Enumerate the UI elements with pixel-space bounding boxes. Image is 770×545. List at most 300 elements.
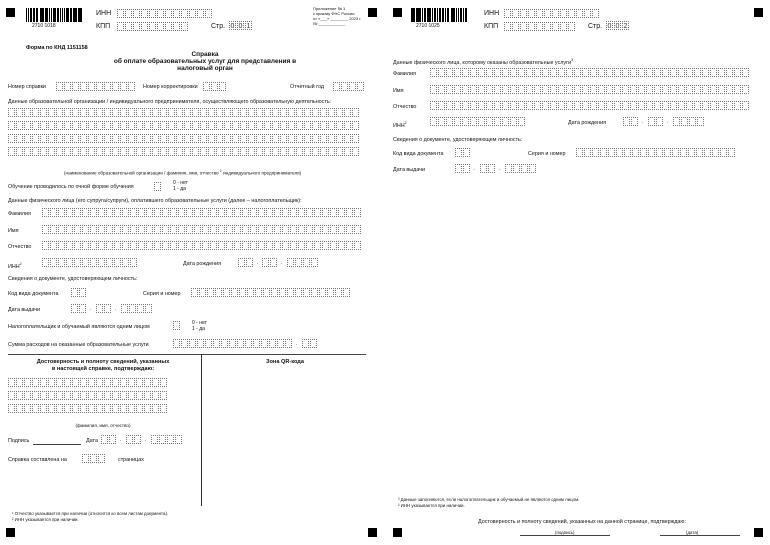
- input-cell[interactable]: [630, 101, 637, 110]
- input-cell[interactable]: [295, 288, 302, 297]
- input-cell[interactable]: [226, 225, 233, 234]
- input-cell[interactable]: [574, 85, 581, 94]
- sign-day-cells[interactable]: [101, 435, 117, 444]
- input-cell[interactable]: [221, 339, 228, 348]
- input-cell[interactable]: [320, 134, 327, 143]
- input-cell[interactable]: [430, 68, 437, 77]
- input-cell[interactable]: [8, 121, 15, 130]
- birth-day-cells[interactable]: [238, 258, 254, 267]
- input-cell[interactable]: [114, 258, 121, 267]
- input-cell[interactable]: [104, 404, 111, 413]
- input-cell[interactable]: [120, 147, 127, 156]
- input-cell[interactable]: [320, 147, 327, 156]
- input-cell[interactable]: [58, 225, 65, 234]
- input-cell[interactable]: [288, 121, 295, 130]
- input-cell[interactable]: [186, 208, 193, 217]
- input-cell[interactable]: [90, 454, 97, 463]
- input-cell[interactable]: [152, 391, 159, 400]
- input-cell[interactable]: [470, 85, 477, 94]
- input-cell[interactable]: [638, 101, 645, 110]
- input-cell[interactable]: [285, 339, 292, 348]
- input-cell[interactable]: [167, 435, 174, 444]
- input-cell[interactable]: [210, 208, 217, 217]
- input-cell[interactable]: [582, 68, 589, 77]
- input-cell[interactable]: [152, 121, 159, 130]
- input-cell[interactable]: [256, 108, 263, 117]
- input-cell[interactable]: [689, 117, 696, 126]
- input-cell[interactable]: [82, 454, 89, 463]
- input-cell[interactable]: [648, 148, 655, 157]
- input-cell[interactable]: [88, 404, 95, 413]
- input-cell[interactable]: [513, 164, 520, 173]
- input-cell[interactable]: [264, 147, 271, 156]
- input-cell[interactable]: [550, 85, 557, 94]
- confirm-fio-row[interactable]: [8, 391, 168, 400]
- input-cell[interactable]: [88, 378, 95, 387]
- input-cell[interactable]: [352, 134, 359, 143]
- input-cell[interactable]: [646, 68, 653, 77]
- input-cell[interactable]: [24, 378, 31, 387]
- input-cell[interactable]: [104, 304, 111, 313]
- input-cell[interactable]: [319, 288, 326, 297]
- input-cell[interactable]: [478, 85, 485, 94]
- input-cell[interactable]: [576, 148, 583, 157]
- input-cell[interactable]: [213, 339, 220, 348]
- input-cell[interactable]: [680, 148, 687, 157]
- input-cell[interactable]: [16, 134, 23, 143]
- input-cell[interactable]: [631, 117, 638, 126]
- input-cell[interactable]: [584, 148, 591, 157]
- input-cell[interactable]: [298, 241, 305, 250]
- input-cell[interactable]: [255, 288, 262, 297]
- year-cells[interactable]: [333, 82, 365, 91]
- input-cell[interactable]: [502, 85, 509, 94]
- input-cell[interactable]: [258, 208, 265, 217]
- birth-month-cells[interactable]: [262, 258, 278, 267]
- input-cell[interactable]: [160, 121, 167, 130]
- input-cell[interactable]: [162, 241, 169, 250]
- input-cell[interactable]: [48, 404, 55, 413]
- input-cell[interactable]: [151, 435, 158, 444]
- input-cell[interactable]: [494, 85, 501, 94]
- input-cell[interactable]: [194, 225, 201, 234]
- input-cell[interactable]: [96, 391, 103, 400]
- doc-type-cells[interactable]: [71, 288, 87, 297]
- input-cell[interactable]: [234, 208, 241, 217]
- input-cell[interactable]: [336, 121, 343, 130]
- input-cell[interactable]: [184, 108, 191, 117]
- input-cell[interactable]: [678, 85, 685, 94]
- input-cell[interactable]: [346, 225, 353, 234]
- input-cell[interactable]: [606, 101, 613, 110]
- input-cell[interactable]: [72, 378, 79, 387]
- input-cell[interactable]: [256, 134, 263, 143]
- org-name-row[interactable]: [8, 147, 360, 156]
- input-cell[interactable]: [232, 108, 239, 117]
- input-cell[interactable]: [454, 68, 461, 77]
- input-cell[interactable]: [74, 258, 81, 267]
- confirm-fio-row[interactable]: [8, 404, 168, 413]
- input-cell[interactable]: [72, 147, 79, 156]
- input-cell[interactable]: [560, 22, 567, 31]
- input-cell[interactable]: [128, 404, 135, 413]
- input-cell[interactable]: [694, 101, 701, 110]
- input-cell[interactable]: [568, 9, 575, 18]
- input-cell[interactable]: [128, 82, 135, 91]
- input-cell[interactable]: [272, 121, 279, 130]
- input-cell[interactable]: [312, 147, 319, 156]
- input-cell[interactable]: [64, 82, 71, 91]
- input-cell[interactable]: [146, 241, 153, 250]
- input-cell[interactable]: [710, 101, 717, 110]
- issue-year-cells[interactable]: [121, 304, 153, 313]
- input-cell[interactable]: [256, 147, 263, 156]
- input-cell[interactable]: [16, 108, 23, 117]
- input-cell[interactable]: [40, 391, 47, 400]
- input-cell[interactable]: [106, 258, 113, 267]
- input-cell[interactable]: [296, 121, 303, 130]
- input-cell[interactable]: [16, 378, 23, 387]
- input-cell[interactable]: [455, 164, 462, 173]
- input-cell[interactable]: [566, 101, 573, 110]
- input-cell[interactable]: [718, 101, 725, 110]
- input-cell[interactable]: [16, 147, 23, 156]
- birth-year-cells[interactable]: [673, 117, 705, 126]
- input-cell[interactable]: [114, 241, 121, 250]
- input-cell[interactable]: [702, 68, 709, 77]
- input-cell[interactable]: [130, 208, 137, 217]
- input-cell[interactable]: [288, 134, 295, 143]
- series-cells[interactable]: [576, 148, 736, 157]
- input-cell[interactable]: [40, 121, 47, 130]
- input-cell[interactable]: [168, 134, 175, 143]
- input-cell[interactable]: [136, 147, 143, 156]
- input-cell[interactable]: [552, 22, 559, 31]
- input-cell[interactable]: [40, 147, 47, 156]
- input-cell[interactable]: [234, 225, 241, 234]
- input-cell[interactable]: [277, 339, 284, 348]
- input-cell[interactable]: [622, 68, 629, 77]
- input-cell[interactable]: [176, 134, 183, 143]
- input-cell[interactable]: [328, 121, 335, 130]
- input-cell[interactable]: [710, 85, 717, 94]
- input-cell[interactable]: [104, 108, 111, 117]
- input-cell[interactable]: [623, 117, 630, 126]
- input-cell[interactable]: [208, 108, 215, 117]
- input-cell[interactable]: [512, 22, 519, 31]
- input-cell[interactable]: [71, 304, 78, 313]
- input-cell[interactable]: [336, 134, 343, 143]
- input-cell[interactable]: [242, 208, 249, 217]
- input-cell[interactable]: [670, 101, 677, 110]
- input-cell[interactable]: [181, 9, 188, 18]
- input-cell[interactable]: [219, 82, 226, 91]
- org-name-row[interactable]: [8, 121, 360, 130]
- input-cell[interactable]: [574, 101, 581, 110]
- input-cell[interactable]: [614, 68, 621, 77]
- input-cell[interactable]: [673, 117, 680, 126]
- input-cell[interactable]: [463, 148, 470, 157]
- input-cell[interactable]: [90, 258, 97, 267]
- input-cell[interactable]: [104, 82, 111, 91]
- input-cell[interactable]: [40, 378, 47, 387]
- input-cell[interactable]: [224, 134, 231, 143]
- input-cell[interactable]: [56, 82, 63, 91]
- input-cell[interactable]: [32, 134, 39, 143]
- input-cell[interactable]: [165, 22, 172, 31]
- input-cell[interactable]: [157, 22, 164, 31]
- input-cell[interactable]: [726, 101, 733, 110]
- input-cell[interactable]: [122, 241, 129, 250]
- input-cell[interactable]: [598, 85, 605, 94]
- input-cell[interactable]: [264, 121, 271, 130]
- input-cell[interactable]: [197, 9, 204, 18]
- input-cell[interactable]: [80, 82, 87, 91]
- input-cell[interactable]: [304, 108, 311, 117]
- input-cell[interactable]: [141, 22, 148, 31]
- input-cell[interactable]: [168, 108, 175, 117]
- input-cell[interactable]: [310, 339, 317, 348]
- input-cell[interactable]: [202, 208, 209, 217]
- input-cell[interactable]: [550, 101, 557, 110]
- input-cell[interactable]: [122, 225, 129, 234]
- correction-cells[interactable]: [203, 82, 227, 91]
- input-cell[interactable]: [430, 101, 437, 110]
- input-cell[interactable]: [728, 148, 735, 157]
- input-cell[interactable]: [184, 134, 191, 143]
- input-cell[interactable]: [50, 258, 57, 267]
- input-cell[interactable]: [48, 121, 55, 130]
- input-cell[interactable]: [194, 241, 201, 250]
- doc-type-cells[interactable]: [455, 148, 471, 157]
- input-cell[interactable]: [718, 68, 725, 77]
- input-cell[interactable]: [8, 108, 15, 117]
- input-cell[interactable]: [702, 101, 709, 110]
- input-cell[interactable]: [58, 208, 65, 217]
- input-cell[interactable]: [280, 121, 287, 130]
- input-cell[interactable]: [152, 147, 159, 156]
- input-cell[interactable]: [215, 288, 222, 297]
- input-cell[interactable]: [678, 101, 685, 110]
- input-cell[interactable]: [136, 108, 143, 117]
- input-cell[interactable]: [48, 391, 55, 400]
- input-cell[interactable]: [274, 225, 281, 234]
- input-cell[interactable]: [149, 22, 156, 31]
- input-cell[interactable]: [606, 68, 613, 77]
- input-cell[interactable]: [296, 147, 303, 156]
- input-cell[interactable]: [303, 288, 310, 297]
- issue-year-cells[interactable]: [505, 164, 537, 173]
- input-cell[interactable]: [24, 121, 31, 130]
- input-cell[interactable]: [152, 404, 159, 413]
- input-cell[interactable]: [138, 208, 145, 217]
- input-cell[interactable]: [125, 22, 132, 31]
- input-cell[interactable]: [144, 121, 151, 130]
- input-cell[interactable]: [264, 134, 271, 143]
- input-cell[interactable]: [510, 68, 517, 77]
- input-cell[interactable]: [205, 339, 212, 348]
- input-cell[interactable]: [152, 134, 159, 143]
- input-cell[interactable]: [271, 288, 278, 297]
- input-cell[interactable]: [202, 241, 209, 250]
- input-cell[interactable]: [210, 241, 217, 250]
- input-cell[interactable]: [584, 9, 591, 18]
- input-cell[interactable]: [534, 68, 541, 77]
- input-cell[interactable]: [117, 22, 124, 31]
- input-cell[interactable]: [518, 85, 525, 94]
- input-cell[interactable]: [112, 82, 119, 91]
- input-cell[interactable]: [154, 208, 161, 217]
- input-cell[interactable]: [742, 68, 749, 77]
- input-cell[interactable]: [154, 241, 161, 250]
- input-cell[interactable]: [192, 134, 199, 143]
- input-cell[interactable]: [582, 85, 589, 94]
- input-cell[interactable]: [50, 208, 57, 217]
- input-cell[interactable]: [678, 68, 685, 77]
- input-cell[interactable]: [295, 258, 302, 267]
- input-cell[interactable]: [630, 85, 637, 94]
- input-cell[interactable]: [248, 121, 255, 130]
- input-cell[interactable]: [200, 147, 207, 156]
- input-cell[interactable]: [160, 378, 167, 387]
- input-cell[interactable]: [96, 404, 103, 413]
- input-cell[interactable]: [704, 148, 711, 157]
- input-cell[interactable]: [145, 304, 152, 313]
- input-cell[interactable]: [670, 85, 677, 94]
- input-cell[interactable]: [290, 241, 297, 250]
- input-cell[interactable]: [106, 241, 113, 250]
- input-cell[interactable]: [98, 258, 105, 267]
- kpp-cells[interactable]: [117, 22, 189, 31]
- input-cell[interactable]: [320, 108, 327, 117]
- input-cell[interactable]: [438, 101, 445, 110]
- input-cell[interactable]: [120, 378, 127, 387]
- input-cell[interactable]: [24, 391, 31, 400]
- input-cell[interactable]: [120, 391, 127, 400]
- input-cell[interactable]: [502, 101, 509, 110]
- birth-year-cells[interactable]: [287, 258, 319, 267]
- input-cell[interactable]: [114, 208, 121, 217]
- input-cell[interactable]: [518, 117, 525, 126]
- input-cell[interactable]: [223, 288, 230, 297]
- input-cell[interactable]: [248, 134, 255, 143]
- input-cell[interactable]: [48, 378, 55, 387]
- input-cell[interactable]: [189, 9, 196, 18]
- input-cell[interactable]: [120, 108, 127, 117]
- input-cell[interactable]: [446, 117, 453, 126]
- input-cell[interactable]: [552, 9, 559, 18]
- input-cell[interactable]: [237, 339, 244, 348]
- input-cell[interactable]: [336, 108, 343, 117]
- input-cell[interactable]: [210, 225, 217, 234]
- input-cell[interactable]: [72, 134, 79, 143]
- input-cell[interactable]: [328, 147, 335, 156]
- input-cell[interactable]: [352, 147, 359, 156]
- input-cell[interactable]: [266, 225, 273, 234]
- input-cell[interactable]: [82, 258, 89, 267]
- input-cell[interactable]: [16, 404, 23, 413]
- input-cell[interactable]: [322, 225, 329, 234]
- input-cell[interactable]: [640, 148, 647, 157]
- input-cell[interactable]: [454, 117, 461, 126]
- input-cell[interactable]: [526, 101, 533, 110]
- input-cell[interactable]: [327, 288, 334, 297]
- input-cell[interactable]: [122, 258, 129, 267]
- input-cell[interactable]: [64, 391, 71, 400]
- input-cell[interactable]: [186, 225, 193, 234]
- input-cell[interactable]: [455, 148, 462, 157]
- input-cell[interactable]: [80, 378, 87, 387]
- input-cell[interactable]: [136, 134, 143, 143]
- input-cell[interactable]: [32, 391, 39, 400]
- input-cell[interactable]: [590, 68, 597, 77]
- input-cell[interactable]: [242, 241, 249, 250]
- input-cell[interactable]: [470, 101, 477, 110]
- input-cell[interactable]: [614, 85, 621, 94]
- input-cell[interactable]: [662, 68, 669, 77]
- input-cell[interactable]: [250, 225, 257, 234]
- input-cell[interactable]: [304, 147, 311, 156]
- inn-cells[interactable]: [504, 9, 600, 18]
- input-cell[interactable]: [264, 108, 271, 117]
- input-cell[interactable]: [463, 164, 470, 173]
- input-cell[interactable]: [346, 241, 353, 250]
- input-cell[interactable]: [72, 391, 79, 400]
- input-cell[interactable]: [42, 225, 49, 234]
- input-cell[interactable]: [734, 85, 741, 94]
- input-cell[interactable]: [72, 82, 79, 91]
- input-cell[interactable]: [280, 108, 287, 117]
- input-cell[interactable]: [173, 321, 180, 330]
- input-cell[interactable]: [104, 378, 111, 387]
- input-cell[interactable]: [494, 68, 501, 77]
- input-cell[interactable]: [184, 121, 191, 130]
- input-cell[interactable]: [194, 208, 201, 217]
- input-cell[interactable]: [742, 85, 749, 94]
- input-cell[interactable]: [216, 108, 223, 117]
- input-cell[interactable]: [672, 148, 679, 157]
- input-cell[interactable]: [129, 304, 136, 313]
- input-cell[interactable]: [328, 108, 335, 117]
- input-cell[interactable]: [136, 378, 143, 387]
- inn-person-cells[interactable]: [42, 258, 138, 267]
- input-cell[interactable]: [173, 22, 180, 31]
- input-cell[interactable]: [494, 101, 501, 110]
- input-cell[interactable]: [338, 241, 345, 250]
- input-cell[interactable]: [462, 68, 469, 77]
- input-cell[interactable]: [136, 404, 143, 413]
- input-cell[interactable]: [133, 22, 140, 31]
- input-cell[interactable]: [184, 147, 191, 156]
- surname-cells[interactable]: [430, 68, 750, 77]
- input-cell[interactable]: [120, 134, 127, 143]
- input-cell[interactable]: [208, 134, 215, 143]
- input-cell[interactable]: [333, 82, 340, 91]
- input-cell[interactable]: [74, 225, 81, 234]
- input-cell[interactable]: [542, 68, 549, 77]
- input-cell[interactable]: [96, 147, 103, 156]
- input-cell[interactable]: [181, 339, 188, 348]
- signature-line[interactable]: [33, 444, 81, 445]
- input-cell[interactable]: [218, 225, 225, 234]
- input-cell[interactable]: [542, 101, 549, 110]
- input-cell[interactable]: [616, 148, 623, 157]
- input-cell[interactable]: [518, 68, 525, 77]
- input-cell[interactable]: [322, 241, 329, 250]
- input-cell[interactable]: [662, 101, 669, 110]
- input-cell[interactable]: [734, 68, 741, 77]
- input-cell[interactable]: [48, 134, 55, 143]
